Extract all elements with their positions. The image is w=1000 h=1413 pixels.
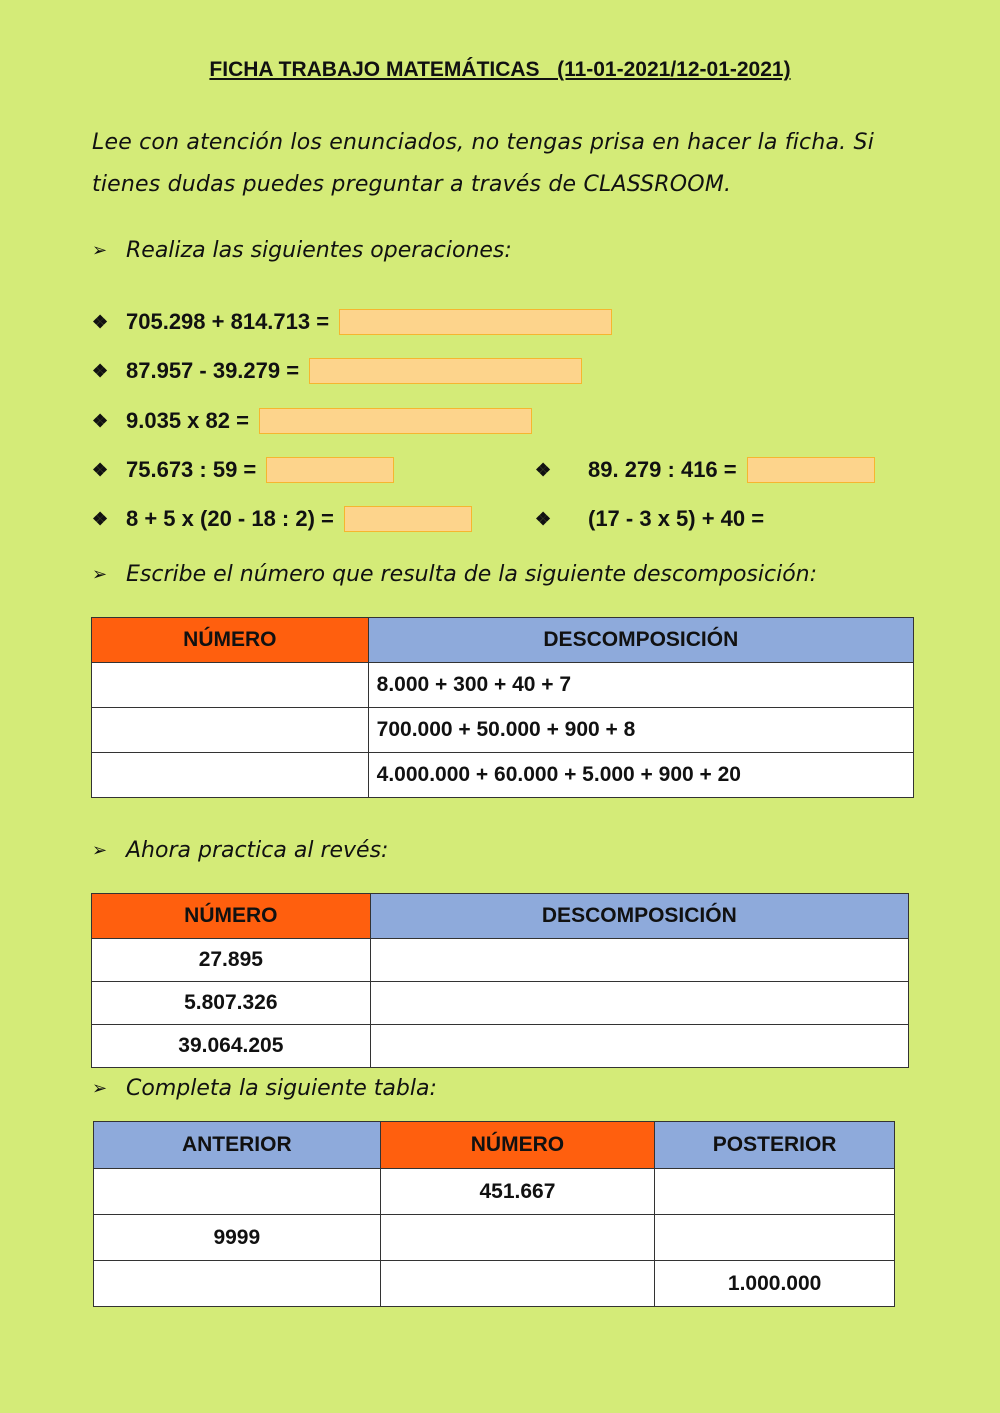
table-row (94, 1261, 895, 1307)
operation-text: 9.035 x 82 = (126, 408, 249, 433)
answer-cell[interactable] (370, 982, 908, 1025)
number-cell: 39.064.205 (92, 1025, 371, 1068)
number-cell: 5.807.326 (92, 982, 371, 1025)
answer-input[interactable] (747, 457, 875, 483)
table-header-row (92, 618, 914, 663)
numero-cell: 451.667 (380, 1169, 655, 1215)
operation-text: 8 + 5 x (20 - 18 : 2) = (126, 506, 334, 531)
answer-cell[interactable] (370, 1025, 908, 1068)
answer-input[interactable] (266, 457, 394, 483)
table-row (92, 982, 909, 1025)
anterior-cell[interactable] (94, 1169, 381, 1215)
posterior-cell[interactable] (655, 1169, 895, 1215)
answer-input[interactable] (344, 506, 472, 532)
answer-cell[interactable] (370, 939, 908, 982)
section-decomposition (92, 562, 817, 587)
decomposition-cell: 4.000.000 + 60.000 + 5.000 + 900 + 20 (368, 753, 913, 798)
section-label: Completa la siguiente tabla: (126, 1076, 437, 1101)
header-posterior: POSTERIOR (655, 1122, 895, 1169)
section-complete-table (92, 1076, 437, 1101)
answer-cell[interactable] (92, 708, 369, 753)
section-operations (92, 238, 512, 263)
page-title: FICHA TRABAJO MATEMÁTICAS (11-01-2021/12-01-2021) (209, 58, 791, 81)
operation-row (92, 309, 612, 335)
anterior-cell: 9999 (94, 1215, 381, 1261)
diamond-icon: ❖ (92, 459, 109, 480)
table-row (92, 753, 914, 798)
table-row (92, 663, 914, 708)
answer-cell[interactable] (92, 663, 369, 708)
diamond-icon: ❖ (92, 508, 109, 529)
anterior-cell[interactable] (94, 1261, 381, 1307)
reverse-table (91, 893, 909, 1068)
table-header-row (92, 894, 909, 939)
table-row (94, 1169, 895, 1215)
answer-cell[interactable] (92, 753, 369, 798)
operation-text: 89. 279 : 416 = (588, 457, 737, 482)
operation-row (535, 506, 764, 532)
operation-text: 75.673 : 59 = (126, 457, 257, 482)
table-row (92, 1025, 909, 1068)
numero-cell[interactable] (380, 1215, 655, 1261)
answer-input[interactable] (339, 309, 612, 335)
table-row (92, 708, 914, 753)
diamond-icon: ❖ (535, 459, 552, 480)
operation-row (92, 457, 394, 483)
header-descomposicion: DESCOMPOSICIÓN (368, 618, 913, 663)
intro-text: Lee con atención los enunciados, no tengas prisa en hacer la ficha. Si tienes dudas puedes preguntar a través de CLASSROOM. (92, 130, 875, 197)
table-row (92, 939, 909, 982)
operation-row (535, 457, 875, 483)
operation-text: 87.957 - 39.279 = (126, 358, 300, 383)
section-label: Ahora practica al revés: (126, 838, 389, 863)
section-reverse (92, 838, 388, 863)
arrowhead-icon: ➢ (92, 240, 108, 261)
sequence-table (93, 1121, 895, 1307)
answer-input[interactable] (309, 358, 582, 384)
operation-row (92, 358, 582, 384)
section-label: Realiza las siguientes operaciones: (126, 238, 512, 263)
diamond-icon: ❖ (92, 410, 109, 431)
arrowhead-icon: ➢ (92, 564, 108, 585)
decomposition-cell: 8.000 + 300 + 40 + 7 (368, 663, 913, 708)
answer-input[interactable] (259, 408, 532, 434)
header-numero: NÚMERO (92, 618, 369, 663)
operation-row (92, 506, 472, 532)
header-anterior: ANTERIOR (94, 1122, 381, 1169)
diamond-icon: ❖ (92, 360, 109, 381)
arrowhead-icon: ➢ (92, 1078, 108, 1099)
arrowhead-icon: ➢ (92, 840, 108, 861)
operation-row (92, 408, 532, 434)
posterior-cell[interactable] (655, 1215, 895, 1261)
operation-text: (17 - 3 x 5) + 40 = (588, 506, 765, 531)
posterior-cell: 1.000.000 (655, 1261, 895, 1307)
header-descomposicion: DESCOMPOSICIÓN (370, 894, 908, 939)
table-header-row (94, 1122, 895, 1169)
number-cell: 27.895 (92, 939, 371, 982)
decomposition-cell: 700.000 + 50.000 + 900 + 8 (368, 708, 913, 753)
decomposition-table (91, 617, 914, 798)
numero-cell[interactable] (380, 1261, 655, 1307)
table-row (94, 1215, 895, 1261)
header-numero: NÚMERO (380, 1122, 655, 1169)
header-numero: NÚMERO (92, 894, 371, 939)
diamond-icon: ❖ (535, 508, 552, 529)
section-label: Escribe el número que resulta de la siguiente descomposición: (126, 562, 818, 587)
diamond-icon: ❖ (92, 311, 109, 332)
operation-text: 705.298 + 814.713 = (126, 309, 330, 334)
